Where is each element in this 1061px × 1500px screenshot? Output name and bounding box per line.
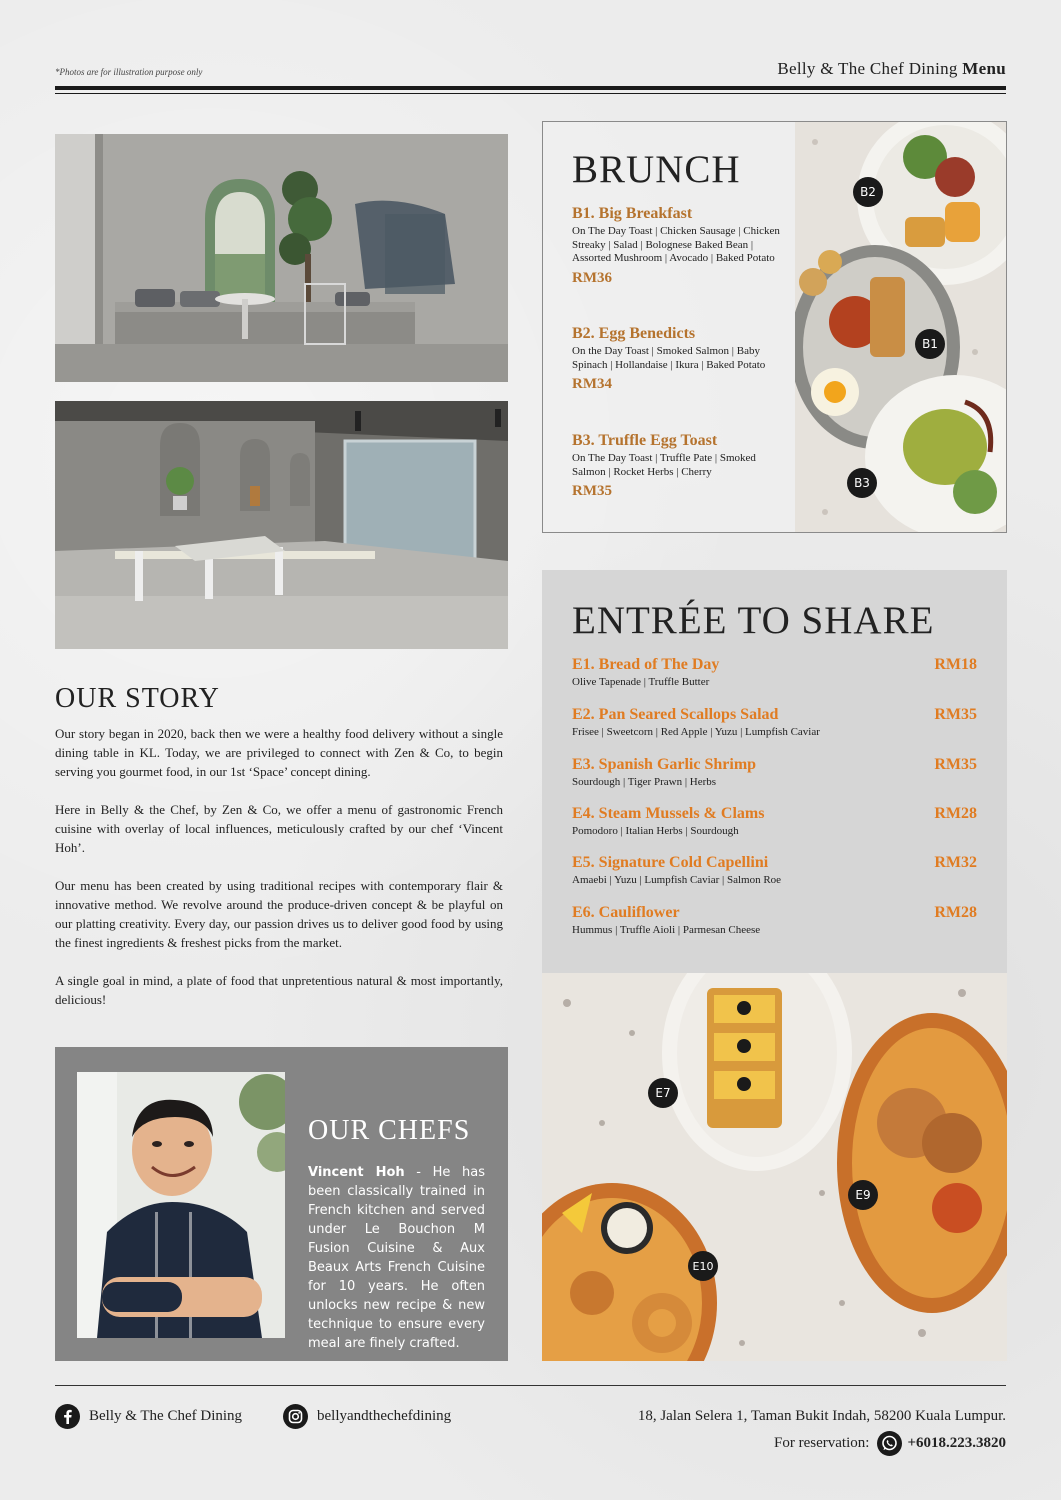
entree-item-name: E6. Cauliflower xyxy=(572,904,680,921)
entree-title: ENTRÉE TO SHARE xyxy=(572,599,935,642)
svg-text:B1: B1 xyxy=(922,337,938,351)
reservation-line xyxy=(774,1431,1006,1456)
instagram-label: bellyandthechefdining xyxy=(317,1408,452,1424)
instagram-icon xyxy=(283,1404,308,1429)
chef-name: Vincent Hoh xyxy=(308,1165,405,1180)
entree-item-name: E1. Bread of The Day xyxy=(572,656,720,673)
entree-item xyxy=(572,805,977,837)
address: 18, Jalan Selera 1, Taman Bukit Indah, 58200 Kuala Lumpur. xyxy=(637,1408,1006,1424)
entree-item xyxy=(572,656,977,688)
entree-item-desc: Amaebi | Yuzu | Lumpfish Caviar | Salmon Roe xyxy=(572,874,782,886)
svg-text:E9: E9 xyxy=(855,1188,871,1202)
entree-item-price: RM32 xyxy=(934,854,977,871)
brunch-item-desc: On The Day Toast | Truffle Pate | Smoked Salmon | Rocket Herbs | Cherry xyxy=(572,452,756,478)
brunch-item-name: B3. Truffle Egg Toast xyxy=(572,432,718,449)
entree-food-photo xyxy=(542,973,1007,1361)
story-paragraph-1: Our story began in 2020, back then we were a healthy food delivery without a single dining table in KL. Today, we are privileged to connect with Zen & Co, to begin serving you gourmet food, in our 1st ‘Space’ concept dining. xyxy=(55,726,503,779)
facebook-label: Belly & The Chef Dining xyxy=(89,1408,243,1424)
entree-item-price: RM28 xyxy=(934,904,977,921)
header-rule-thick xyxy=(55,86,1006,90)
brunch-item-price: RM36 xyxy=(572,269,612,286)
brunch-item xyxy=(572,325,782,393)
brunch-item-price: RM34 xyxy=(572,376,612,393)
svg-text:B2: B2 xyxy=(860,185,876,199)
svg-text:B3: B3 xyxy=(854,476,870,490)
header-rule-thin xyxy=(55,93,1006,94)
chef-bio xyxy=(308,1163,485,1353)
entree-item xyxy=(572,706,977,738)
brunch-item-desc: On the Day Toast | Smoked Salmon | Baby Spinach | Hollandaise | Ikura | Baked Potato xyxy=(572,345,766,371)
photo-label-e9 xyxy=(847,1179,879,1211)
brunch-item xyxy=(572,205,782,287)
chef-bio-text: - He has been classically trained in French kitchen and served under Le Bouchon M Fusion Cuisine & Aux Beaux Arts French Cuisine for 10 years. He often unlocks new recipe & new technique to ensure every meal are finely crafted. xyxy=(308,1165,485,1351)
svg-text:E7: E7 xyxy=(655,1086,671,1100)
instagram-link[interactable] xyxy=(283,1404,451,1429)
story-body xyxy=(55,724,503,1028)
footer-rule xyxy=(55,1385,1006,1386)
photo-label-e10 xyxy=(687,1250,719,1282)
entree-item xyxy=(572,904,977,936)
facebook-icon xyxy=(55,1404,80,1429)
story-title: OUR STORY xyxy=(55,683,220,714)
brunch-title: BRUNCH xyxy=(572,148,741,191)
restaurant-name: Belly & The Chef Dining xyxy=(777,59,958,78)
photo-disclaimer: *Photos are for illustration purpose only xyxy=(55,67,203,77)
entree-item xyxy=(572,756,977,788)
brunch-item-name: B1. Big Breakfast xyxy=(572,205,693,222)
facebook-link[interactable] xyxy=(55,1404,242,1429)
photo-label-b2 xyxy=(852,176,884,208)
brunch-food-photo xyxy=(795,122,1006,532)
phone-number[interactable]: +6018.223.3820 xyxy=(907,1435,1006,1451)
entree-item-desc: Pomodoro | Italian Herbs | Sourdough xyxy=(572,825,739,837)
chef-portrait xyxy=(77,1072,285,1338)
interior-photo-2 xyxy=(55,401,508,649)
brunch-item-name: B2. Egg Benedicts xyxy=(572,325,696,342)
brunch-item-price: RM35 xyxy=(572,483,612,500)
entree-item-desc: Frisee | Sweetcorn | Red Apple | Yuzu | Lumpfish Caviar xyxy=(572,726,820,738)
reservation-label: For reservation: xyxy=(774,1435,870,1451)
entree-item-price: RM28 xyxy=(934,805,977,822)
menu-word: Menu xyxy=(962,59,1006,78)
brunch-item xyxy=(572,432,782,500)
story-paragraph-2: Here in Belly & the Chef, by Zen & Co, we offer a menu of gastronomic French cuisine with overlay of local influences, meticulously crafted by our chef ‘Vincent Hoh’. xyxy=(55,802,503,855)
photo-label-b1 xyxy=(914,328,946,360)
entree-item-name: E4. Steam Mussels & Clams xyxy=(572,805,765,822)
story-paragraph-4: A single goal in mind, a plate of food that unpretentious natural & most importantly, delicious! xyxy=(55,973,503,1007)
entree-item xyxy=(572,854,977,886)
story-paragraph-3: Our menu has been created by using traditional recipes with contemporary flair & innovative method. We revolve around the produce-driven concept & be playful on our platting creativity. Every day, our passion drives us to deliver good food by using the finest ingredients & freshest picks from the market. xyxy=(55,878,503,950)
brunch-item-desc: On The Day Toast | Chicken Sausage | Chicken Streaky | Salad | Bolognese Baked Bean | Assorted Mushroom | Avocado | Baked Potato xyxy=(572,225,780,265)
entree-item-name: E2. Pan Seared Scallops Salad xyxy=(572,706,779,723)
entree-item-price: RM18 xyxy=(934,656,977,673)
interior-photo-1 xyxy=(55,134,508,382)
svg-text:E10: E10 xyxy=(692,1260,714,1273)
entree-item-price: RM35 xyxy=(934,706,977,723)
photo-label-e7 xyxy=(647,1077,679,1109)
entree-item-desc: Sourdough | Tiger Prawn | Herbs xyxy=(572,776,717,788)
entree-item-name: E3. Spanish Garlic Shrimp xyxy=(572,756,757,773)
entree-item-name: E5. Signature Cold Capellini xyxy=(572,854,769,871)
chefs-title: OUR CHEFS xyxy=(308,1115,471,1146)
entree-item-desc: Hummus | Truffle Aioli | Parmesan Cheese xyxy=(572,924,761,936)
menu-header-title xyxy=(777,59,1006,79)
entree-item-price: RM35 xyxy=(934,756,977,773)
photo-label-b3 xyxy=(846,467,878,499)
whatsapp-icon xyxy=(877,1431,902,1456)
entree-item-desc: Olive Tapenade | Truffle Butter xyxy=(572,676,710,688)
